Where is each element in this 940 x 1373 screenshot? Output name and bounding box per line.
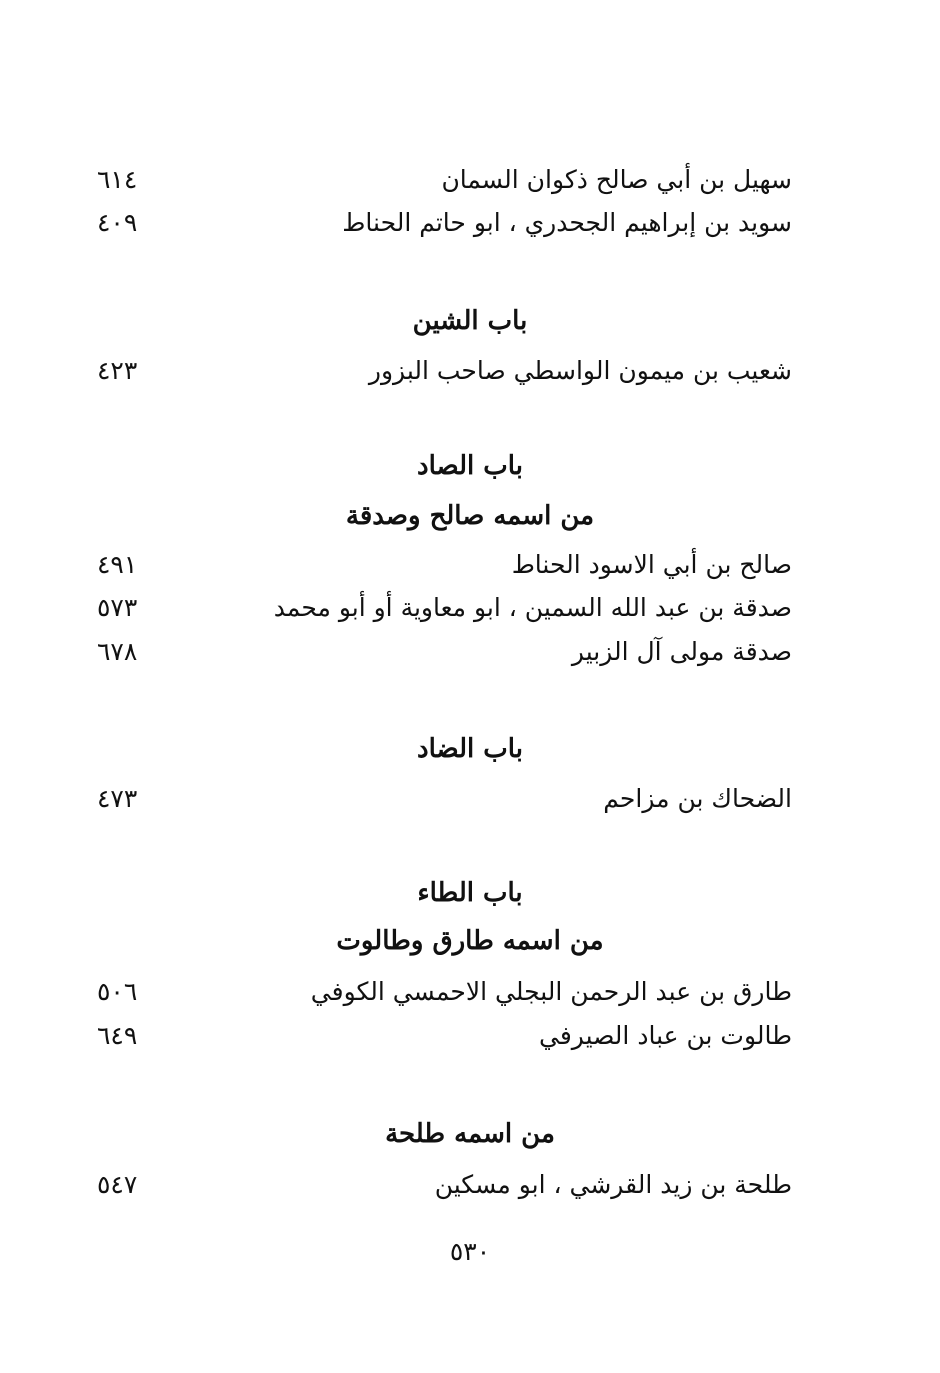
entry-page-number: ٥٤٧ bbox=[97, 1170, 138, 1199]
entry-name: طالوت بن عباد الصيرفي bbox=[539, 1021, 792, 1050]
section-heading: باب الصاد bbox=[417, 451, 523, 481]
entry-name: سويد بن إبراهيم الجحدري ، ابو حاتم الحناط bbox=[342, 208, 792, 237]
entry-page-number: ٤٩١ bbox=[97, 550, 138, 579]
entry-page-number: ٦٤٩ bbox=[97, 1021, 138, 1050]
entry-page-number: ٤٠٩ bbox=[97, 208, 138, 237]
entry-name: صالح بن أبي الاسود الحناط bbox=[511, 550, 792, 579]
index-entry bbox=[0, 1162, 940, 1208]
entry-page-number: ٦١٤ bbox=[97, 165, 138, 194]
index-entry bbox=[0, 542, 940, 588]
entry-name: شعيب بن ميمون الواسطي صاحب البزور bbox=[368, 356, 792, 385]
entry-name: طارق بن عبد الرحمن البجلي الاحمسي الكوفي bbox=[310, 977, 792, 1006]
index-entry bbox=[0, 1013, 940, 1059]
entry-name: سهيل بن أبي صالح ذكوان السمان bbox=[441, 165, 792, 194]
subsection-heading: من اسمه طلحة bbox=[385, 1119, 555, 1149]
entry-name: صدقة مولى آل الزبير bbox=[571, 637, 792, 666]
section-heading: باب الشين bbox=[412, 306, 528, 336]
section-heading: باب الضاد bbox=[417, 734, 523, 764]
page-number: ٥٣٠ bbox=[449, 1237, 491, 1266]
entry-page-number: ٥٧٣ bbox=[97, 593, 138, 622]
index-entry bbox=[0, 200, 940, 246]
entry-page-number: ٤٢٣ bbox=[97, 356, 138, 385]
entry-page-number: ٥٠٦ bbox=[97, 977, 138, 1006]
subsection-heading: من اسمه طارق وطالوت bbox=[336, 926, 604, 956]
index-entry bbox=[0, 969, 940, 1015]
entry-name: صدقة بن عبد الله السمين ، ابو معاوية أو أبو محمد bbox=[273, 593, 792, 622]
index-entry bbox=[0, 776, 940, 822]
index-entry bbox=[0, 348, 940, 394]
index-entry bbox=[0, 157, 940, 203]
subsection-heading: من اسمه صالح وصدقة bbox=[345, 501, 595, 531]
entry-page-number: ٤٧٣ bbox=[97, 784, 138, 813]
entry-name: الضحاك بن مزاحم bbox=[603, 784, 792, 813]
entry-name: طلحة بن زيد القرشي ، ابو مسكين bbox=[434, 1170, 792, 1199]
entry-page-number: ٦٧٨ bbox=[97, 637, 138, 666]
section-heading: باب الطاء bbox=[417, 878, 523, 908]
index-entry bbox=[0, 585, 940, 631]
index-entry bbox=[0, 629, 940, 675]
